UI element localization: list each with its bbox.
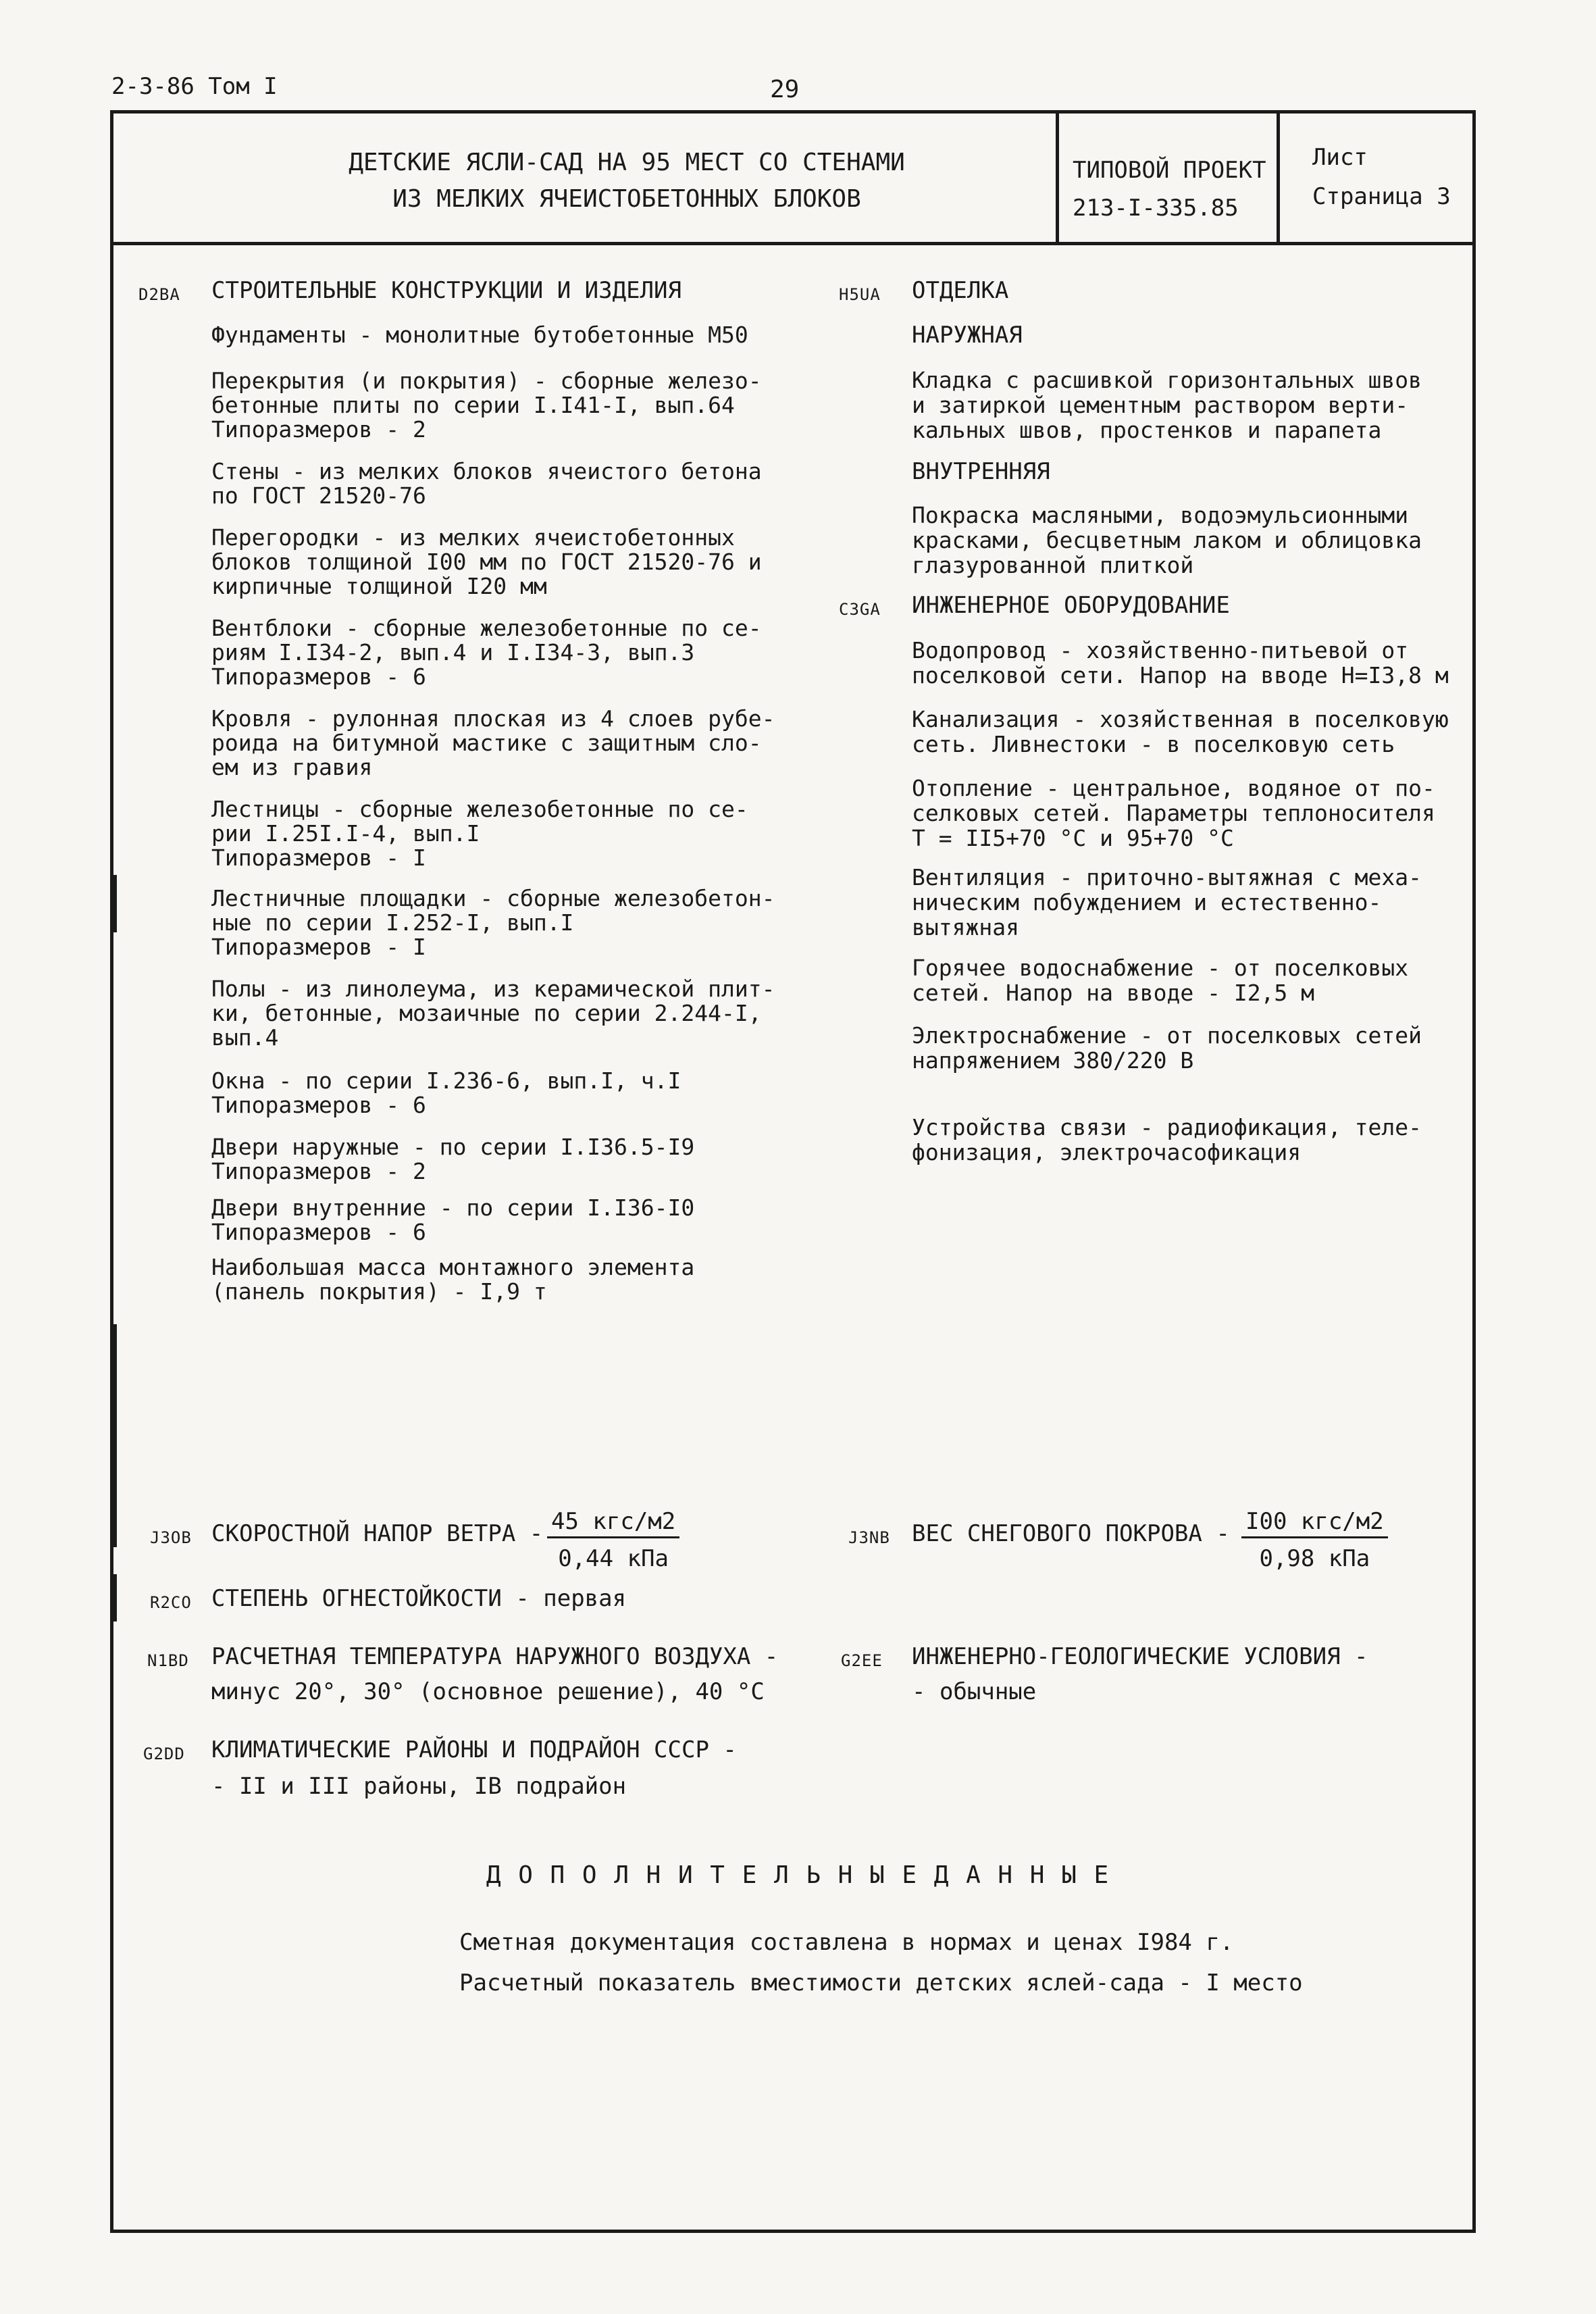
header-divider bbox=[113, 242, 1472, 245]
project-code: 213-I-335.85 bbox=[1073, 195, 1239, 222]
scan-mark bbox=[113, 1324, 117, 1547]
additional-line: Сметная документация составлена в нормах и ценах I984 г. bbox=[459, 1929, 1234, 1956]
temperature-label: РАСЧЕТНАЯ ТЕМПЕРАТУРА НАРУЖНОГО ВОЗДУХА - bbox=[211, 1643, 779, 1670]
list-item: Канализация - хозяйственная в поселковую сеть. Ливнестоки - в поселковую сеть bbox=[912, 706, 1449, 757]
subsection-heading: НАРУЖНАЯ bbox=[912, 322, 1023, 349]
sheet-label: Лист bbox=[1312, 144, 1368, 171]
wind-label: СКОРОСТНОЙ НАПОР ВЕТРА - bbox=[211, 1520, 544, 1547]
wind-denominator: 0,44 кПа bbox=[558, 1545, 669, 1572]
section-code: G2EE bbox=[841, 1651, 883, 1670]
list-item: Стены - из мелких блоков ячеистого бетона по ГОСТ 21520-76 bbox=[211, 458, 762, 509]
list-item: Наибольшая масса монтажного элемента (панель покрытия) - I,9 т bbox=[211, 1254, 695, 1305]
page-number: 29 bbox=[770, 76, 800, 103]
sheet-value: Страница 3 bbox=[1312, 183, 1451, 210]
document-title bbox=[140, 145, 1113, 218]
section-code: J3OB bbox=[150, 1528, 192, 1547]
snow-value bbox=[1241, 1508, 1388, 1572]
title-line-2: ИЗ МЕЛКИХ ЯЧЕИСТОБЕТОННЫХ БЛОКОВ bbox=[392, 185, 861, 213]
title-line-1: ДЕТСКИЕ ЯСЛИ-САД НА 95 МЕСТ СО СТЕНАМИ bbox=[349, 149, 905, 176]
list-item: Фундаменты - монолитные бутобетонные М50 bbox=[211, 322, 748, 348]
section-code: N1BD bbox=[147, 1651, 189, 1670]
paragraph: Покраска масляными, водоэмульсионными красками, бесцветным лаком и облицовка глазурованной плиткой bbox=[912, 502, 1422, 578]
list-item: Окна - по серии I.236-6, вып.I, ч.I Типоразмеров - 6 bbox=[211, 1067, 681, 1118]
list-item: Лестницы - сборные железобетонные по се- рии I.25I.I-4, вып.I Типоразмеров - I bbox=[211, 796, 748, 871]
project-block bbox=[1073, 151, 1266, 227]
regions-value: - II и III районы, IВ подрайон bbox=[211, 1773, 627, 1800]
section-code: G2DD bbox=[143, 1744, 185, 1763]
list-item: Водопровод - хозяйственно-питьевой от поселковой сети. Напор на вводе Н=I3,8 м bbox=[912, 637, 1449, 688]
geology-label: ИНЖЕНЕРНО-ГЕОЛОГИЧЕСКИЕ УСЛОВИЯ - bbox=[912, 1643, 1368, 1670]
header-separator-2 bbox=[1277, 114, 1280, 242]
scan-mark bbox=[113, 1574, 117, 1621]
scan-mark bbox=[113, 875, 117, 932]
snow-numerator: I00 кгс/м2 bbox=[1241, 1508, 1388, 1538]
sheet-block bbox=[1312, 138, 1451, 216]
document-reference: 2-3-86 Том I bbox=[111, 73, 278, 100]
section-code: R2CO bbox=[150, 1593, 192, 1612]
temperature-value: минус 20°, 30° (основное решение), 40 °С bbox=[211, 1678, 765, 1705]
geology-value: - обычные bbox=[912, 1678, 1037, 1705]
list-item: Лестничные площадки - сборные железобетон- ные по серии I.252-I, вып.I Типоразмеров - I bbox=[211, 885, 775, 960]
list-item: Полы - из линолеума, из керамической плит- ки, бетонные, мозаичные по серии 2.244-I, вып.4 bbox=[211, 976, 775, 1051]
snow-denominator: 0,98 кПа bbox=[1259, 1545, 1370, 1572]
list-item: Отопление - центральное, водяное от по- селковых сетей. Параметры теплоносителя Т = II5+70 °С и 95+70 °С bbox=[912, 775, 1435, 851]
additional-line: Расчетный показатель вместимости детских яслей-сада - I место bbox=[459, 1969, 1303, 1996]
list-item: Электроснабжение - от поселковых сетей напряжением 380/220 В bbox=[912, 1022, 1422, 1074]
list-item: Вентблоки - сборные железобетонные по се- риям I.I34-2, вып.4 и I.I34-3, вып.3 Типоразмеров - 6 bbox=[211, 615, 762, 690]
paragraph: Кладка с расшивкой горизонтальных швов и затиркой цементным раствором верти- кальных швов, простенков и парапета bbox=[912, 367, 1422, 443]
list-item: Горячее водоснабжение - от поселковых сетей. Напор на вводе - I2,5 м bbox=[912, 955, 1409, 1006]
section-heading: ОТДЕЛКА bbox=[912, 277, 1009, 304]
section-code: J3NB bbox=[848, 1528, 890, 1547]
list-item: Двери наружные - по серии I.I36.5-I9 Типоразмеров - 2 bbox=[211, 1134, 695, 1184]
section-code: C3GA bbox=[839, 600, 881, 619]
additional-title: Д О П О Л Н И Т Е Л Ь Н Ы Е Д А Н Н Ы Е bbox=[486, 1861, 1110, 1889]
snow-label: ВЕС СНЕГОВОГО ПОКРОВА - bbox=[912, 1520, 1230, 1547]
list-item: Перегородки - из мелких ячеистобетонных блоков толщиной I00 мм по ГОСТ 21520-76 и кирпичные толщиной I20 мм bbox=[211, 524, 762, 599]
section-heading: ИНЖЕНЕРНОЕ ОБОРУДОВАНИЕ bbox=[912, 592, 1230, 619]
wind-numerator: 45 кгс/м2 bbox=[547, 1508, 679, 1538]
list-item: Перекрытия (и покрытия) - сборные железо- бетонные плиты по серии I.I41-I, вып.64 Типоразмеров - 2 bbox=[211, 368, 762, 443]
list-item: Кровля - рулонная плоская из 4 слоев рубе- роида на битумной мастике с защитным сло- ем из гравия bbox=[211, 705, 775, 780]
project-label: ТИПОВОЙ ПРОЕКТ bbox=[1073, 157, 1266, 184]
fire-resistance: СТЕПЕНЬ ОГНЕСТОЙКОСТИ - первая bbox=[211, 1585, 627, 1612]
list-item: Вентиляция - приточно-вытяжная с меха- ническим побуждением и естественно- вытяжная bbox=[912, 864, 1422, 940]
subsection-heading: ВНУТРЕННЯЯ bbox=[912, 458, 1050, 485]
section-code: H5UA bbox=[839, 285, 881, 304]
regions-label: КЛИМАТИЧЕСКИЕ РАЙОНЫ И ПОДРАЙОН СССР - bbox=[211, 1736, 737, 1763]
wind-value bbox=[547, 1508, 679, 1572]
list-item: Устройства связи - радиофикация, теле- фонизация, электрочасофикация bbox=[912, 1114, 1422, 1165]
list-item: Двери внутренние - по серии I.I36-I0 Типоразмеров - 6 bbox=[211, 1194, 695, 1245]
section-code: D2BA bbox=[138, 285, 180, 304]
section-heading: СТРОИТЕЛЬНЫЕ КОНСТРУКЦИИ И ИЗДЕЛИЯ bbox=[211, 277, 681, 304]
